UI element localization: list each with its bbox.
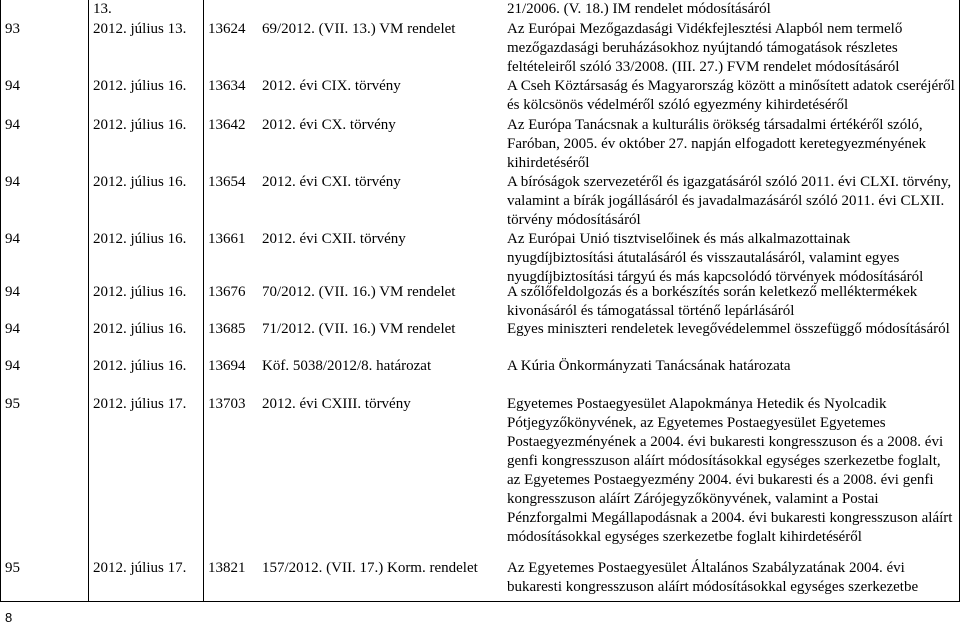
legislation-title: 21/2006. (V. 18.) IM rendelet módosításáról — [507, 1, 771, 17]
table-bottom-border — [0, 601, 960, 602]
column-divider — [203, 0, 204, 602]
page-ref: 13634 — [208, 78, 246, 94]
page-ref: 13661 — [208, 231, 246, 247]
legislation-ref: 2012. évi CX. törvény — [262, 117, 396, 133]
page-ref: 13694 — [208, 358, 246, 374]
page-ref: 13685 — [208, 321, 246, 337]
publication-date: 2012. július 17. — [93, 560, 187, 576]
issue-number: 94 — [5, 284, 20, 300]
publication-date: 2012. július 16. — [93, 231, 187, 247]
legislation-title: Az Európai Mezőgazdasági Vidékfejlesztési Alapból nem termelő mezőgazdasági beruházásokhoz nyújtandó támogatások részletes feltételeiről szóló 33/2008. (III. 27.) FVM rendelet módosításáról — [507, 21, 903, 75]
page-ref: 13676 — [208, 284, 246, 300]
legislation-title: Az Európa Tanácsnak a kulturális örökség társadalmi értékéről szóló, Faróban, 2005. év október 27. napján elfogadott keretegyezményének kihirdetéséről — [507, 117, 927, 171]
legislation-ref: Köf. 5038/2012/8. határozat — [262, 358, 432, 374]
table-border-left — [0, 0, 1, 602]
publication-date: 2012. július 16. — [93, 78, 187, 94]
legislation-ref: 2012. évi CIX. törvény — [262, 78, 401, 94]
issue-number: 94 — [5, 358, 20, 374]
publication-date: 2012. július 16. — [93, 284, 187, 300]
issue-number: 94 — [5, 78, 20, 94]
issue-number: 94 — [5, 231, 20, 247]
legislation-title: Az Európai Unió tisztviselőinek és más alkalmazottainak nyugdíjbiztosítási átutalásáról és visszautalásáról, valamint egyes nyugdíjbiztosítási tárgyú és más kapcsolódó törvények módosításáról — [507, 231, 924, 285]
legislation-ref: 157/2012. (VII. 17.) Korm. rendelet — [262, 560, 478, 576]
legislation-title: A bíróságok szervezetéről és igazgatásáról szóló 2011. évi CLXI. törvény, valamint a bírák jogállásáról és javadalmazásáról szóló 2011. évi CLXII. törvény módosításáról — [507, 174, 952, 228]
legislation-ref: 70/2012. (VII. 16.) VM rendelet — [262, 284, 456, 300]
page-ref: 13624 — [208, 21, 246, 37]
issue-number: 94 — [5, 321, 20, 337]
page-ref: 13821 — [208, 560, 246, 576]
legislation-ref: 69/2012. (VII. 13.) VM rendelet — [262, 21, 456, 37]
publication-date: 2012. július 16. — [93, 358, 187, 374]
publication-date: 2012. július 13. — [93, 21, 187, 37]
legislation-ref: 71/2012. (VII. 16.) VM rendelet — [262, 321, 456, 337]
publication-date: 13. — [93, 1, 112, 17]
publication-date: 2012. július 16. — [93, 321, 187, 337]
publication-date: 2012. július 17. — [93, 396, 187, 412]
legislation-ref: 2012. évi CXII. törvény — [262, 231, 406, 247]
legislation-title: Egyes miniszteri rendeletek levegővédelemmel összefüggő módosításáról — [507, 321, 950, 337]
legislation-title: Az Egyetemes Postaegyesület Általános Szabályzatának 2004. évi bukaresti kongresszuson aláírt módosításokkal egységes szerkezetbe — [507, 560, 919, 595]
page-ref: 13642 — [208, 117, 246, 133]
page-ref: 13703 — [208, 396, 246, 412]
page-number: 8 — [5, 610, 13, 625]
issue-number: 93 — [5, 21, 20, 37]
page-ref: 13654 — [208, 174, 246, 190]
publication-date: 2012. július 16. — [93, 174, 187, 190]
issue-number: 95 — [5, 560, 20, 576]
column-divider — [88, 0, 89, 602]
issue-number: 94 — [5, 117, 20, 133]
legislation-ref: 2012. évi CXIII. törvény — [262, 396, 411, 412]
legislation-title: A Kúria Önkormányzati Tanácsának határozata — [507, 358, 791, 374]
legislation-title: Egyetemes Postaegyesület Alapokmánya Hetedik és Nyolcadik Pótjegyzőkönyvének, az Egyetemes Postaegyesület Egyetemes Postaegyezményének a 2004. évi bukaresti kongresszuson és a 2008. évi genfi kongresszuson aláírt módosításokkal egységes szerkezetbe foglalt, az Egyetemes Postaegyezmény 2004. évi bukaresti és a 2008. évi genfi kongresszuson aláírt Zárójegyzőkönyvének, valamint a Postai Pénzforgalmi Megállapodásnak a 2004. évi bukaresti kongresszuson aláírt módosításokkal egységes szerkezetbe foglalt kihirdetéséről — [507, 396, 953, 545]
issue-number: 94 — [5, 174, 20, 190]
publication-date: 2012. július 16. — [93, 117, 187, 133]
legislation-title: A szőlőfeldolgozás és a borkészítés során keletkező melléktermékek kivonásáról és támogatással történő lepárlásáról — [507, 284, 918, 319]
issue-number: 95 — [5, 396, 20, 412]
legislation-ref: 2012. évi CXI. törvény — [262, 174, 401, 190]
legislation-title: A Cseh Köztársaság és Magyarország között a minősített adatok cseréjéről és kölcsönös védelméről szóló egyezmény kihirdetéséről — [507, 78, 955, 113]
